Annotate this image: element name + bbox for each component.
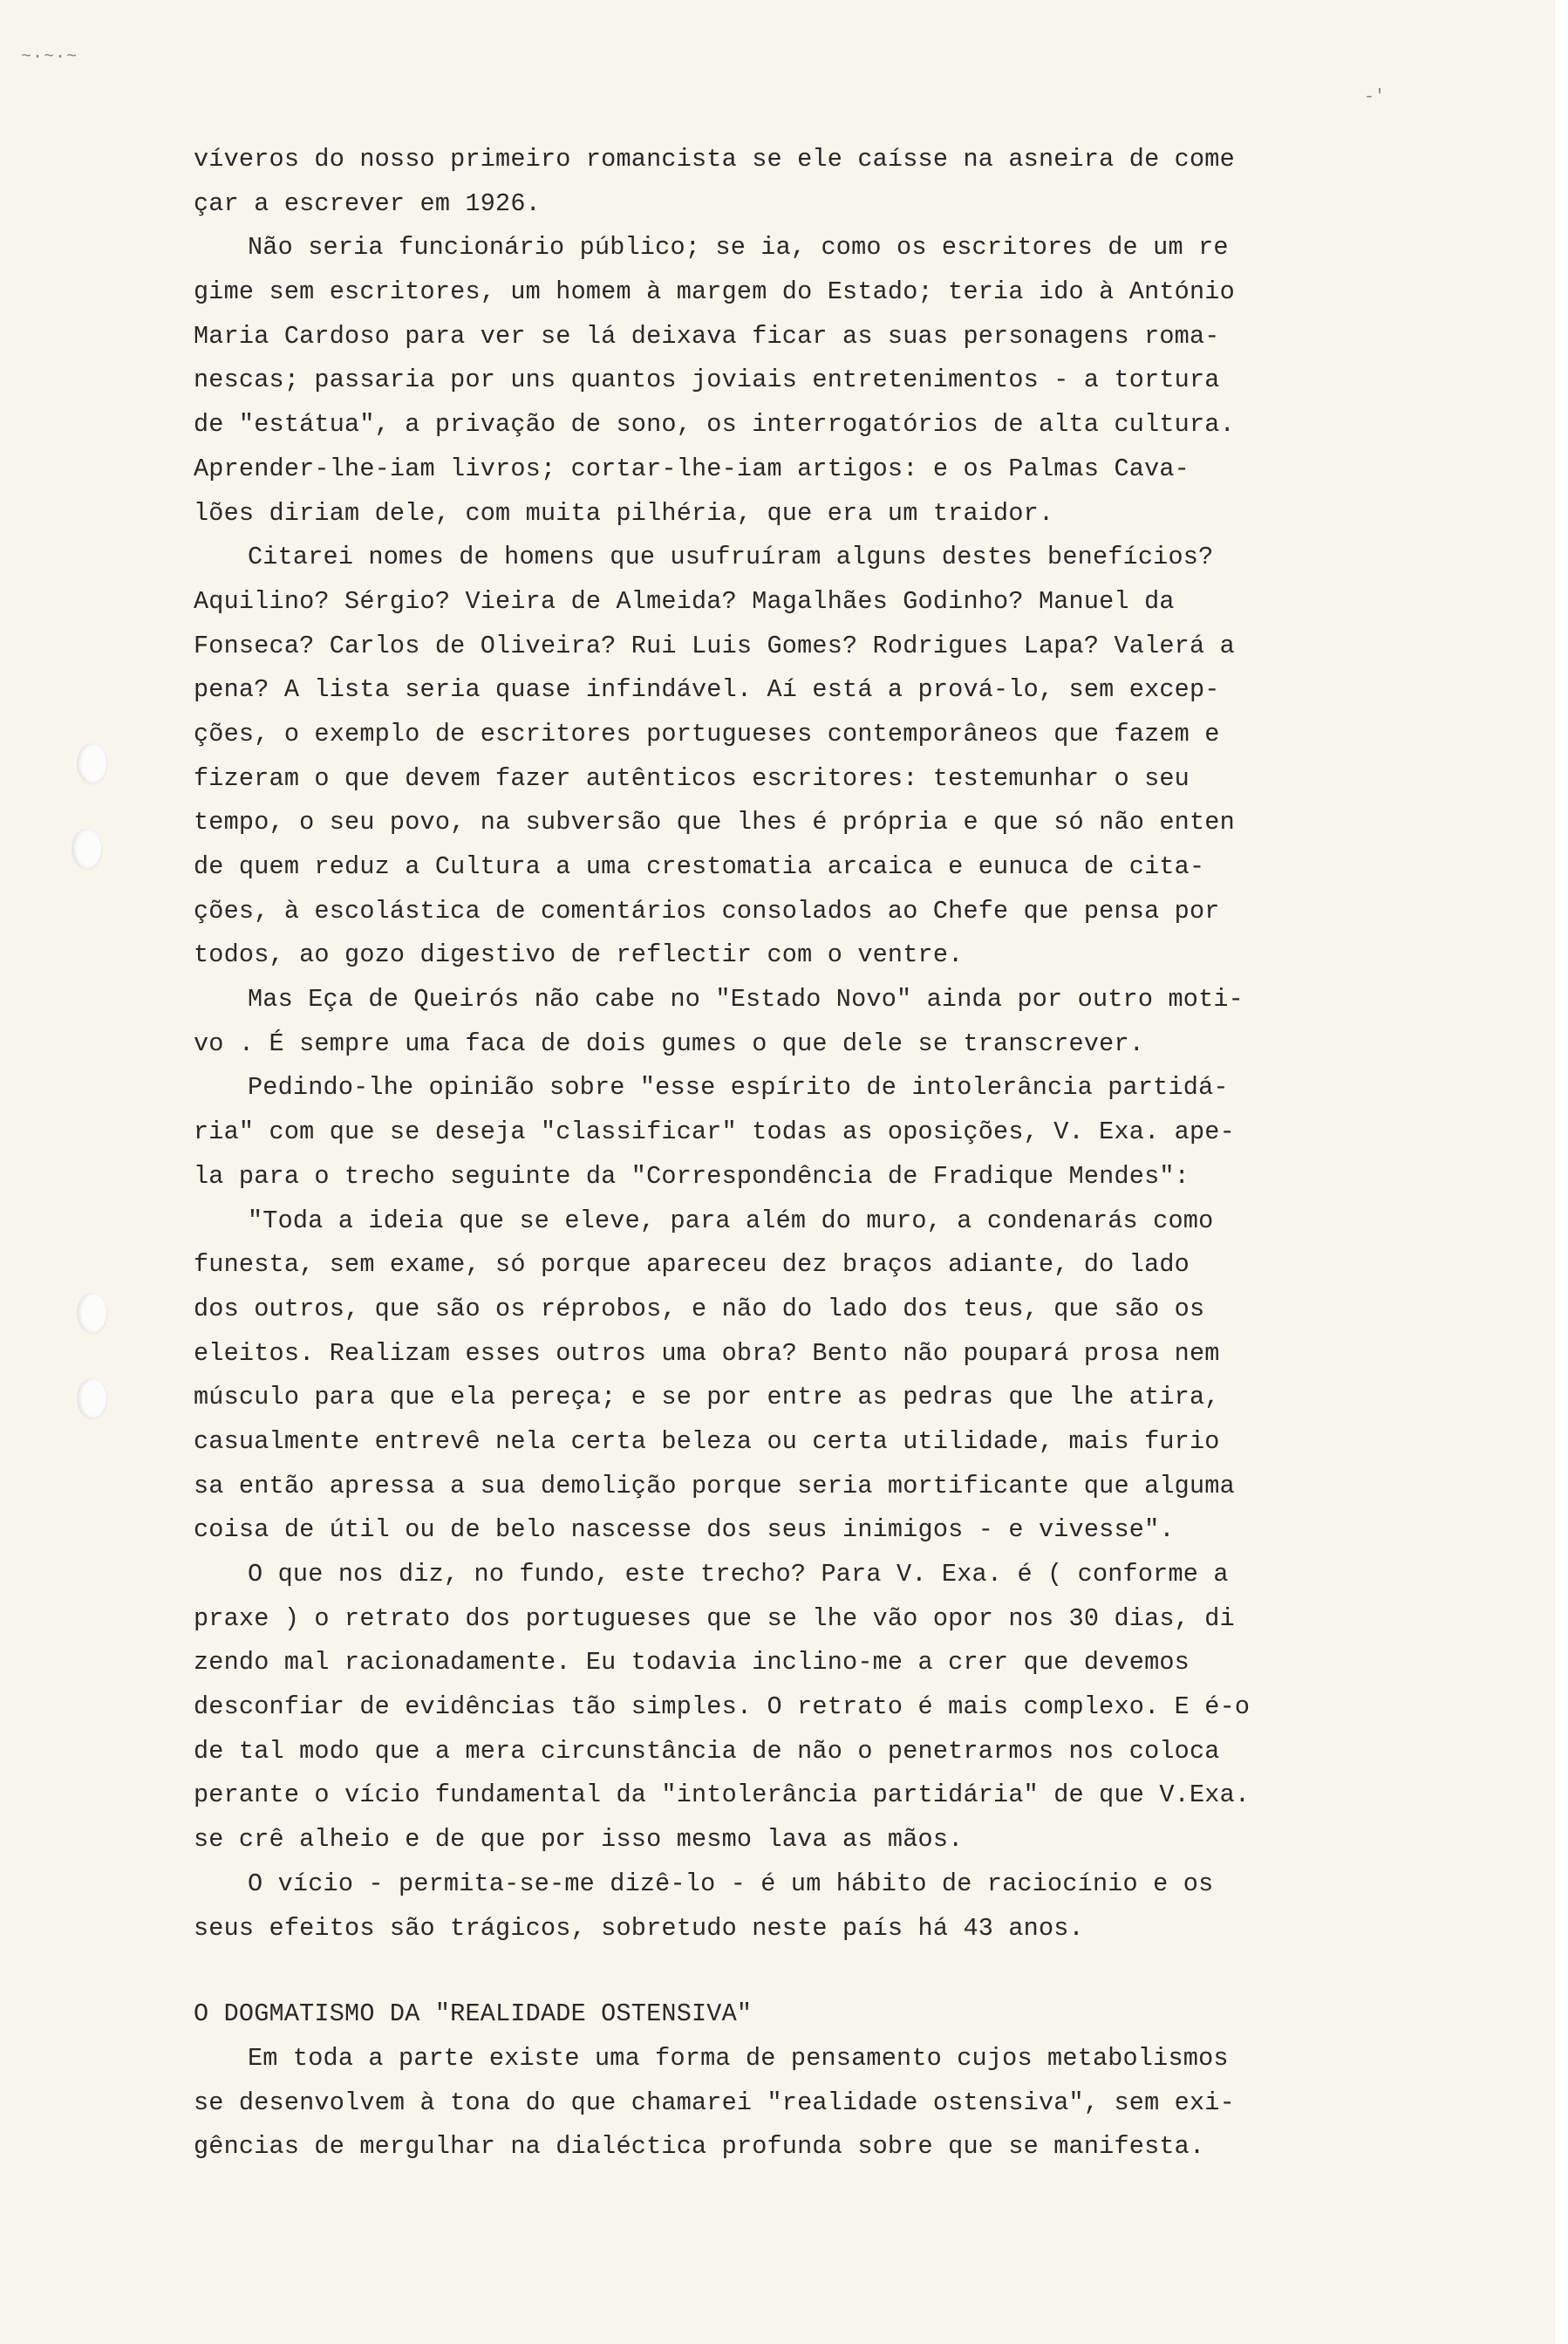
text-line: nescas; passaria por uns quantos joviais entretenimentos - a tortura xyxy=(194,366,1220,395)
margin-mark-top-left: ~·~·~ xyxy=(21,47,78,67)
text-line: de tal modo que a mera circunstância de não o penetrarmos nos coloca xyxy=(194,1736,1220,1766)
text-line: sa então apressa a sua demolição porque seria mortificante que alguma xyxy=(194,1471,1235,1500)
text-line: la para o trecho seguinte da "Correspondência de Fradique Mendes": xyxy=(194,1161,1190,1191)
text-line: Não seria funcionário público; se ia, como os escritores de um re xyxy=(248,233,1229,263)
text-line: dos outros, que são os réprobos, e não do lado dos teus, que são os xyxy=(194,1294,1205,1323)
text-line: Maria Cardoso para ver se lá deixava ficar as suas personagens roma- xyxy=(194,321,1220,351)
text-line: zendo mal racionadamente. Eu todavia inclino-me a crer que devemos xyxy=(194,1648,1190,1678)
text-line: se desenvolvem à tona do que chamarei "realidade ostensiva", sem exi- xyxy=(194,2088,1235,2117)
text-line: ria" com que se deseja "classificar" todas as oposições, V. Exa. ape- xyxy=(194,1117,1235,1147)
text-line: ções, à escolástica de comentários consolados ao Chefe que pensa por xyxy=(194,896,1220,926)
text-line: músculo para que ela pereça; e se por entre as pedras que lhe atira, xyxy=(194,1383,1220,1412)
margin-mark-top-right: -' xyxy=(1364,87,1386,107)
text-line: Pedindo-lhe opinião sobre "esse espírito de intolerância partidá- xyxy=(248,1073,1229,1103)
text-line: O que nos diz, no fundo, este trecho? Para V. Exa. é ( conforme a xyxy=(248,1560,1229,1589)
text-line: funesta, sem exame, só porque apareceu dez braços adiante, do lado xyxy=(194,1250,1190,1280)
document-body xyxy=(194,138,1423,2170)
scanner-margin xyxy=(1555,0,1568,2344)
text-line: casualmente entrevê nela certa beleza ou certa utilidade, mais furio xyxy=(194,1426,1220,1456)
text-line: pena? A lista seria quase infindável. Aí está a prová-lo, sem excep- xyxy=(194,675,1220,705)
text-line: tempo, o seu povo, na subversão que lhes é própria e que só não enten xyxy=(194,808,1235,837)
text-line: seus efeitos são trágicos, sobretudo neste país há 43 anos. xyxy=(194,1913,1084,1943)
text-line: Fonseca? Carlos de Oliveira? Rui Luis Gomes? Rodrigues Lapa? Valerá a xyxy=(194,631,1235,660)
punch-hole xyxy=(77,743,106,783)
text-line: fizeram o que devem fazer autênticos escritores: testemunhar o seu xyxy=(194,763,1190,793)
text-line: todos, ao gozo digestivo de reflectir com o ventre. xyxy=(194,940,964,970)
text-line: ções, o exemplo de escritores portugueses contemporâneos que fazem e xyxy=(194,719,1220,748)
text-line: vo . É sempre uma faca de dois gumes o que dele se transcrever. xyxy=(194,1028,1145,1058)
text-line: perante o vício fundamental da "intolerância partidária" de que V.Exa. xyxy=(194,1780,1251,1810)
text-line: eleitos. Realizam esses outros uma obra? Bento não poupará prosa nem xyxy=(194,1338,1220,1368)
text-line: gime sem escritores, um homem à margem do Estado; teria ido à António xyxy=(194,277,1235,307)
text-line: Mas Eça de Queirós não cabe no "Estado Novo" ainda por outro moti- xyxy=(248,985,1244,1015)
text-line: gências de mergulhar na dialéctica profunda sobre que se manifesta. xyxy=(194,2132,1205,2162)
punch-hole xyxy=(72,829,101,869)
text-line: "Toda a ideia que se eleve, para além do muro, a condenarás como xyxy=(248,1206,1214,1235)
text-line: coisa de útil ou de belo nascesse dos seus inimigos - e vivesse". xyxy=(194,1515,1175,1545)
text-line: de "estátua", a privação de sono, os interrogatórios de alta cultura. xyxy=(194,410,1235,440)
text-line: Citarei nomes de homens que usufruíram alguns destes benefícios? xyxy=(248,543,1214,572)
text-line: praxe ) o retrato dos portugueses que se lhe vão opor nos 30 dias, di xyxy=(194,1603,1235,1633)
section-heading: O DOGMATISMO DA "REALIDADE OSTENSIVA" xyxy=(194,1999,753,2029)
punch-hole xyxy=(77,1378,106,1418)
text-line: O vício - permita-se-me dizê-lo - é um hábito de raciocínio e os xyxy=(248,1869,1214,1898)
text-line: Em toda a parte existe uma forma de pensamento cujos metabolismos xyxy=(248,2043,1229,2073)
text-line: desconfiar de evidências tão simples. O retrato é mais complexo. E é-o xyxy=(194,1692,1251,1722)
text-line: víveros do nosso primeiro romancista se ele caísse na asneira de come xyxy=(194,145,1235,174)
text-line: çar a escrever em 1926. xyxy=(194,188,541,218)
text-line: se crê alheio e de que por isso mesmo lava as mãos. xyxy=(194,1825,964,1855)
punch-hole xyxy=(77,1293,106,1333)
text-line: Aprender-lhe-iam livros; cortar-lhe-iam artigos: e os Palmas Cava- xyxy=(194,454,1190,483)
text-line: Aquilino? Sérgio? Vieira de Almeida? Magalhães Godinho? Manuel da xyxy=(194,586,1175,616)
text-line: lões diriam dele, com muita pilhéria, que era um traidor. xyxy=(194,498,1054,528)
text-line: de quem reduz a Cultura a uma crestomatia arcaica e eunuca de cita- xyxy=(194,852,1205,881)
